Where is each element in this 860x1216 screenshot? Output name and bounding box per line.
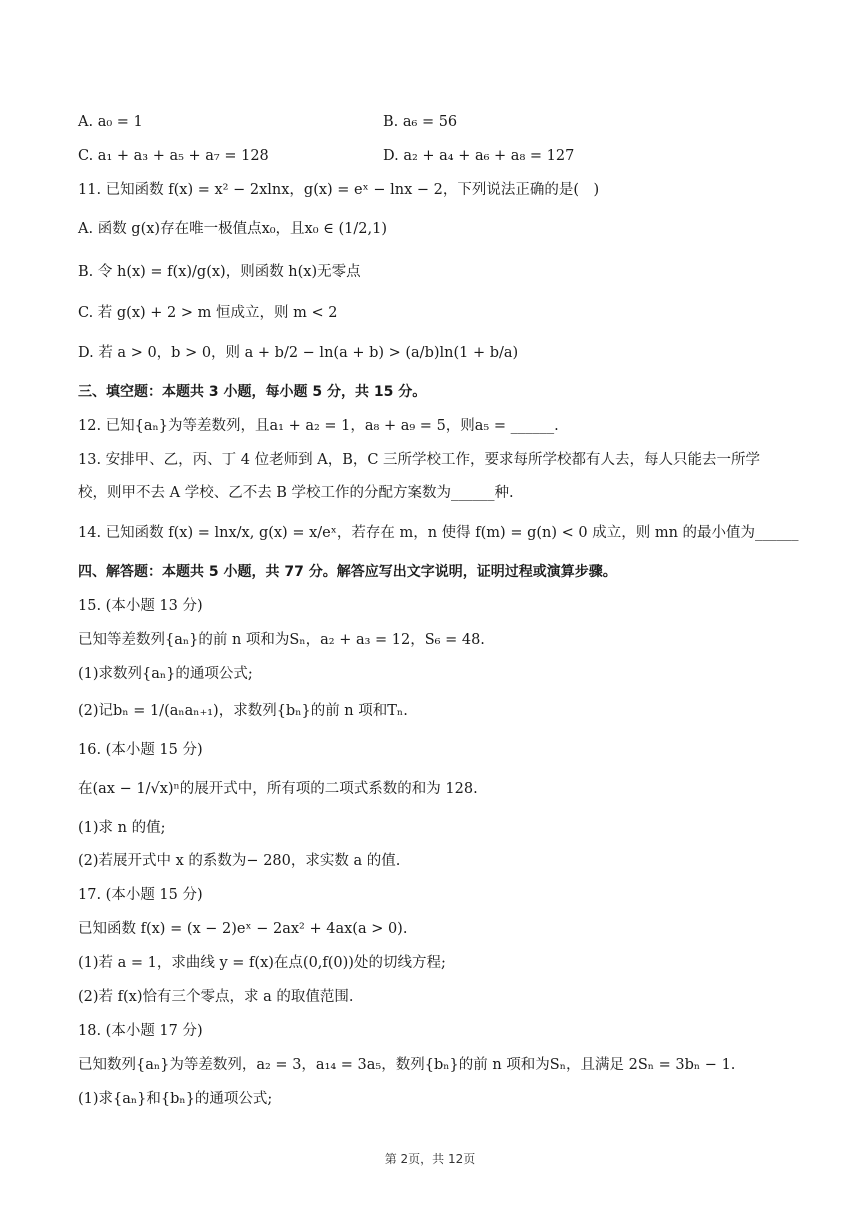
q18-stem: 已知数列{aₙ}为等差数列，a₂ = 3，a₁₄ = 3a₅，数列{bₙ}的前 n 项和为Sₙ，且满足 2Sₙ = 3bₙ − 1. (78, 1057, 736, 1073)
q16-heading: 16. (本小题 15 分) (78, 742, 203, 758)
q18-part1: (1)求{aₙ}和{bₙ}的通项公式; (78, 1091, 273, 1107)
q16-part1: (1)求 n 的值; (78, 820, 166, 836)
q12-text: 12. 已知{aₙ}为等差数列，且a₁ + a₂ = 1，a₈ + a₉ = 5，则a₅ = ______. (78, 418, 559, 434)
q17-heading: 17. (本小题 15 分) (78, 887, 203, 903)
q11-option-b: B. 令 h(x) = f(x)/g(x)，则函数 h(x)无零点 (78, 264, 361, 280)
page-footer: 第 2页，共 12页 (384, 1152, 476, 1166)
q13-text-line2: 校，则甲不去 A 学校、乙不去 B 学校工作的分配方案数为______种. (78, 485, 514, 501)
section-heading-solutions: 四、解答题：本题共 5 小题，共 77 分。解答应写出文字说明，证明过程或演算步骤。 (78, 564, 617, 580)
q15-part2: (2)记bₙ = 1/(aₙaₙ₊₁)，求数列{bₙ}的前 n 项和Tₙ. (78, 703, 408, 719)
q15-part1: (1)求数列{aₙ}的通项公式; (78, 666, 253, 682)
q13-text-line1: 13. 安排甲、乙，丙、丁 4 位老师到 A，B，C 三所学校工作，要求每所学校都有人去，每人只能去一所学 (78, 452, 761, 468)
q15-stem: 已知等差数列{aₙ}的前 n 项和为Sₙ，a₂ + a₃ = 12，S₆ = 48. (78, 632, 485, 648)
q15-heading: 15. (本小题 13 分) (78, 598, 203, 614)
q10-option-d: D. a₂ + a₄ + a₆ + a₈ = 127 (383, 148, 575, 164)
q16-part2: (2)若展开式中 x 的系数为− 280，求实数 a 的值. (78, 853, 401, 869)
q11-option-d: D. 若 a > 0，b > 0，则 a + b/2 − ln(a + b) > (a/b)ln(1 + b/a) (78, 345, 519, 361)
q10-option-a: A. a₀ = 1 (78, 114, 143, 130)
q17-stem: 已知函数 f(x) = (x − 2)eˣ − 2ax² + 4ax(a > 0). (78, 921, 408, 937)
q10-option-b: B. a₆ = 56 (383, 114, 458, 130)
q11-option-a: A. 函数 g(x)存在唯一极值点x₀，且x₀ ∈ (1/2,1) (78, 221, 387, 237)
q16-stem: 在(ax − 1/√x)ⁿ的展开式中，所有项的二项式系数的和为 128. (78, 781, 478, 797)
section-heading-fill-in: 三、填空题：本题共 3 小题，每小题 5 分，共 15 分。 (78, 384, 427, 400)
q17-part1: (1)若 a = 1，求曲线 y = f(x)在点(0,f(0))处的切线方程; (78, 955, 446, 971)
q14-text: 14. 已知函数 f(x) = lnx/x, g(x) = x/eˣ，若存在 m，n 使得 f(m) = g(n) < 0 成立，则 mn 的最小值为______ (78, 525, 799, 541)
q10-option-c: C. a₁ + a₃ + a₅ + a₇ = 128 (78, 148, 269, 164)
q11-option-c: C. 若 g(x) + 2 > m 恒成立，则 m < 2 (78, 305, 338, 321)
q18-heading: 18. (本小题 17 分) (78, 1023, 203, 1039)
q17-part2: (2)若 f(x)恰有三个零点，求 a 的取值范围. (78, 989, 354, 1005)
q11-stem: 11. 已知函数 f(x) = x² − 2xlnx，g(x) = eˣ − lnx − 2，下列说法正确的是( ) (78, 182, 600, 198)
